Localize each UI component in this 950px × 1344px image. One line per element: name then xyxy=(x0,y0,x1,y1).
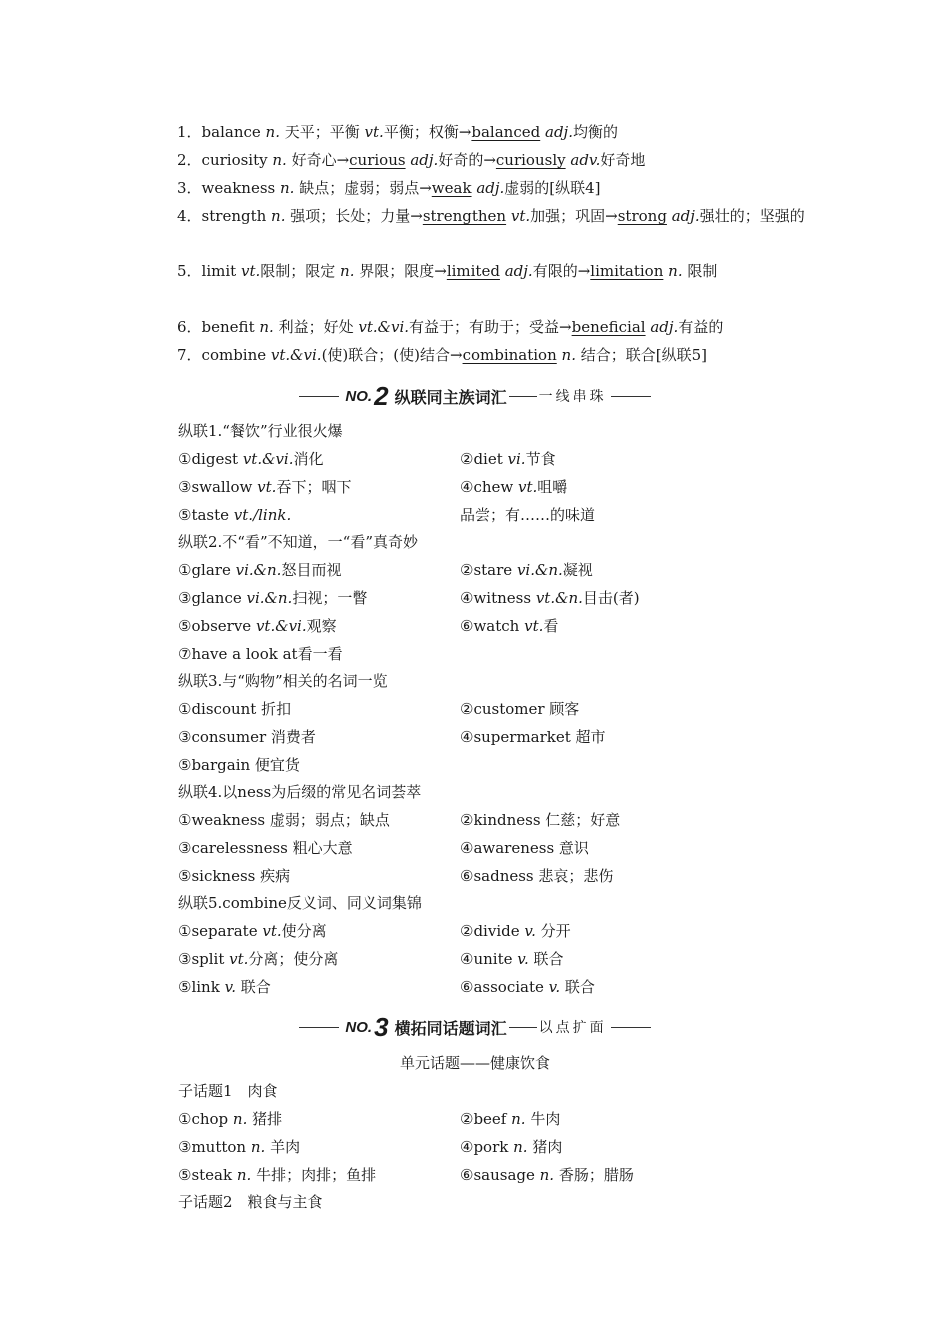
vocab-item-1 xyxy=(145,119,842,147)
text: 5．limit xyxy=(177,262,241,280)
vocab-item-2 xyxy=(145,147,842,175)
text: 观察 xyxy=(306,617,337,635)
text: ⑦have a look at看一看 xyxy=(178,645,343,663)
text: 联合 xyxy=(560,978,595,996)
text: ②diet xyxy=(460,450,508,468)
text: 牛肉 xyxy=(525,1110,561,1128)
text: 利益；好处 xyxy=(273,318,359,336)
text: 平衡；权衡→ xyxy=(383,123,472,141)
pos: n. xyxy=(539,1166,555,1184)
text: 强壮的；坚强的 xyxy=(699,207,805,225)
text: 牛排；肉排；鱼排 xyxy=(251,1166,377,1184)
banner-title: 横拓同话题词汇 xyxy=(394,1018,507,1038)
pos: vt.&n. xyxy=(535,589,583,607)
pos: n. xyxy=(280,179,295,197)
pos: vt. xyxy=(229,950,249,968)
word-entry xyxy=(460,446,556,474)
text: 好奇的→ xyxy=(438,151,496,169)
word-entry xyxy=(460,1162,634,1190)
pos: n. xyxy=(340,262,355,280)
text: 消化 xyxy=(293,450,324,468)
text: 猪排 xyxy=(247,1110,283,1128)
group-heading: 纵联3.与“购物”相关的名词一览 xyxy=(178,672,388,690)
text: ①glare xyxy=(178,561,236,579)
answer-word: strengthen xyxy=(422,207,507,225)
banner-dash xyxy=(509,396,537,397)
word-entry: ③consumer 消费者 xyxy=(178,728,316,746)
text: ④pork xyxy=(460,1138,514,1156)
banner-rule xyxy=(611,396,651,397)
text: 天平；平衡 xyxy=(279,123,365,141)
word-entry xyxy=(178,946,338,974)
pos: n. xyxy=(259,318,274,336)
pos: n. xyxy=(265,123,280,141)
text: ②stare xyxy=(460,561,517,579)
group-heading: 纵联1.“餐饮”行业很火爆 xyxy=(178,422,343,440)
text: 好奇地 xyxy=(600,151,646,169)
text: 联合 xyxy=(528,950,564,968)
section-2-banner xyxy=(0,379,950,413)
text: 有限的→ xyxy=(532,262,591,280)
text: ⑤observe xyxy=(178,617,256,635)
vocab-item-3 xyxy=(145,175,842,203)
text: ①separate xyxy=(178,922,263,940)
pos: n. xyxy=(236,1166,252,1184)
word-entry xyxy=(460,918,571,946)
pos: vt. xyxy=(518,478,538,496)
text: ③glance xyxy=(178,589,247,607)
text: ①chop xyxy=(178,1110,233,1128)
pos: adv. xyxy=(570,151,601,169)
pos: n. xyxy=(232,1110,248,1128)
text: ①digest xyxy=(178,450,243,468)
text: 结合；联合[纵联5] xyxy=(575,346,707,364)
word-entry xyxy=(178,474,351,502)
text: 强项；长处；力量→ xyxy=(285,207,423,225)
word-entry xyxy=(460,557,593,585)
pos: v. xyxy=(517,950,529,968)
word-entry xyxy=(460,1134,562,1162)
text: 咀嚼 xyxy=(537,478,568,496)
text: 均衡的 xyxy=(572,123,618,141)
word-entry xyxy=(460,474,567,502)
word-entry xyxy=(178,446,324,474)
text: (使)联合；(使)结合→ xyxy=(321,346,463,364)
answer-word: curiously xyxy=(495,151,566,169)
word-entry xyxy=(460,974,595,1002)
pos: n. xyxy=(561,346,576,364)
text: ④witness xyxy=(460,589,536,607)
text: 限制 xyxy=(682,262,718,280)
text: 1．balance xyxy=(177,123,266,141)
text: 节食 xyxy=(525,450,556,468)
word-entry xyxy=(460,502,595,530)
vocab-item-4 xyxy=(145,203,810,231)
word-entry xyxy=(178,557,341,585)
banner-number: 3 xyxy=(374,1011,389,1042)
pos: vt. xyxy=(240,262,261,280)
word-entry xyxy=(460,1106,560,1134)
text: ③swallow xyxy=(178,478,258,496)
pos: adj. xyxy=(545,123,573,141)
word-entry: ①weakness 虚弱；弱点；缺点 xyxy=(178,811,390,829)
text: 目击(者) xyxy=(582,589,640,607)
word-entry xyxy=(178,641,343,669)
word-entry xyxy=(460,585,640,613)
pos: adj. xyxy=(476,179,505,197)
group-heading: 纵联2.不“看”不知道，一“看”真奇妙 xyxy=(178,533,418,551)
word-entry: ⑤sickness 疾病 xyxy=(178,867,291,885)
pos: n. xyxy=(668,262,683,280)
banner-rule xyxy=(299,396,339,397)
word-entry xyxy=(178,502,291,530)
word-entry xyxy=(178,613,337,641)
text: 凝视 xyxy=(562,561,593,579)
text: 6．benefit xyxy=(177,318,260,336)
pos: vt./link. xyxy=(233,506,292,524)
text: ⑤link xyxy=(178,978,225,996)
group-heading: 纵联4.以ness为后缀的常见名词荟萃 xyxy=(178,783,422,801)
text: 2．curiosity xyxy=(177,151,273,169)
pos: vt. xyxy=(364,123,384,141)
pos: vt.&vi. xyxy=(242,450,294,468)
word-entry: ②kindness 仁慈；好意 xyxy=(460,811,621,829)
pos: n. xyxy=(250,1138,266,1156)
answer-word: curious xyxy=(349,151,406,169)
text: 香肠；腊肠 xyxy=(554,1166,634,1184)
text: ③mutton xyxy=(178,1138,251,1156)
text: ②beef xyxy=(460,1110,512,1128)
text: 缺点；虚弱；弱点→ xyxy=(294,179,432,197)
text: 猪肉 xyxy=(527,1138,563,1156)
pos: vt.&vi. xyxy=(358,318,410,336)
answer-word: combination xyxy=(462,346,557,364)
pos: v. xyxy=(224,978,237,996)
text: 分开 xyxy=(535,922,571,940)
text: 界限；限度→ xyxy=(354,262,447,280)
text: 好奇心→ xyxy=(286,151,350,169)
text: 看 xyxy=(543,617,559,635)
pos: vt. xyxy=(524,617,544,635)
banner-title: 纵联同主族词汇 xyxy=(394,387,507,407)
answer-word: weak xyxy=(431,179,472,197)
pos: vi. xyxy=(507,450,526,468)
text: ②divide xyxy=(460,922,525,940)
text: ④chew xyxy=(460,478,518,496)
text: 扫视；一瞥 xyxy=(292,589,368,607)
text: 品尝；有……的味道 xyxy=(460,506,596,524)
text: ⑤steak xyxy=(178,1166,237,1184)
pos: vt. xyxy=(257,478,277,496)
vocab-item-6 xyxy=(145,314,842,342)
pos: vi.&n. xyxy=(246,589,293,607)
text: 怒目而视 xyxy=(281,561,342,579)
word-entry xyxy=(460,613,558,641)
pos: vt. xyxy=(510,207,531,225)
word-entry xyxy=(178,585,367,613)
word-entry: ④supermarket 超市 xyxy=(460,728,606,746)
answer-word: beneficial xyxy=(571,318,646,336)
text: 4．strength xyxy=(177,207,272,225)
pos: vt.&vi. xyxy=(255,617,307,635)
text: 分离；使分离 xyxy=(248,950,339,968)
pos: adj. xyxy=(650,318,679,336)
text: 限制；限定 xyxy=(260,262,341,280)
subtopic-heading: 子话题1 肉食 xyxy=(178,1082,278,1100)
pos: vi.&n. xyxy=(235,561,282,579)
text: 加强；巩固→ xyxy=(530,207,618,225)
pos: n. xyxy=(513,1138,528,1156)
word-entry xyxy=(460,946,564,974)
word-entry: ⑥sadness 悲哀；悲伤 xyxy=(460,867,614,885)
banner-rule xyxy=(611,1027,651,1028)
word-entry: ②customer 顾客 xyxy=(460,700,580,718)
answer-word: limitation xyxy=(590,262,664,280)
answer-word: strong xyxy=(617,207,667,225)
banner-rule xyxy=(299,1027,339,1028)
topic-title: 单元话题——健康饮食 xyxy=(399,1054,550,1072)
word-entry xyxy=(178,1134,300,1162)
word-entry: ⑤bargain 便宜货 xyxy=(178,756,300,774)
banner-subtitle: 以点扩面 xyxy=(538,1020,607,1036)
word-entry xyxy=(178,918,327,946)
word-entry: ①discount 折扣 xyxy=(178,700,292,718)
pos: n. xyxy=(272,151,287,169)
word-entry: ④awareness 意识 xyxy=(460,839,589,857)
text: 有益的 xyxy=(678,318,724,336)
word-entry xyxy=(178,974,271,1002)
text: 吞下；咽下 xyxy=(276,478,352,496)
pos: n. xyxy=(271,207,286,225)
banner-number: 2 xyxy=(374,380,389,411)
text: ⑥sausage xyxy=(460,1166,540,1184)
answer-word: balanced xyxy=(471,123,541,141)
word-entry xyxy=(178,1162,376,1190)
vocab-item-5 xyxy=(145,258,810,286)
text: ⑤taste xyxy=(178,506,234,524)
vocab-item-7 xyxy=(145,342,842,370)
pos: adj. xyxy=(504,262,533,280)
pos: v. xyxy=(548,978,561,996)
text: 使分离 xyxy=(281,922,327,940)
pos: v. xyxy=(524,922,536,940)
word-entry: ③carelessness 粗心大意 xyxy=(178,839,353,857)
pos: n. xyxy=(511,1110,526,1128)
text: ⑥watch xyxy=(460,617,525,635)
section-3-banner xyxy=(0,1010,950,1044)
text: 7．combine xyxy=(177,346,271,364)
subtopic-heading: 子话题2 粮食与主食 xyxy=(178,1193,323,1211)
pos: vt.&vi. xyxy=(270,346,322,364)
text: 羊肉 xyxy=(265,1138,301,1156)
text: 3．weakness xyxy=(177,179,280,197)
text: ④unite xyxy=(460,950,518,968)
text: 虚弱的[纵联4] xyxy=(504,179,601,197)
banner-no: NO. xyxy=(345,387,373,405)
word-entry xyxy=(178,1106,282,1134)
text: ⑥associate xyxy=(460,978,549,996)
pos: vt. xyxy=(262,922,282,940)
banner-no: NO. xyxy=(345,1018,373,1036)
pos: adj. xyxy=(671,207,700,225)
banner-dash xyxy=(509,1027,537,1028)
text: 有益于；有助于；受益→ xyxy=(409,318,572,336)
group-heading: 纵联5.combine反义词、同义词集锦 xyxy=(178,894,422,912)
pos: adj. xyxy=(410,151,439,169)
text: ③split xyxy=(178,950,230,968)
banner-subtitle: 一线串珠 xyxy=(538,389,607,405)
answer-word: limited xyxy=(446,262,500,280)
text: 联合 xyxy=(236,978,271,996)
pos: vi.&n. xyxy=(516,561,563,579)
